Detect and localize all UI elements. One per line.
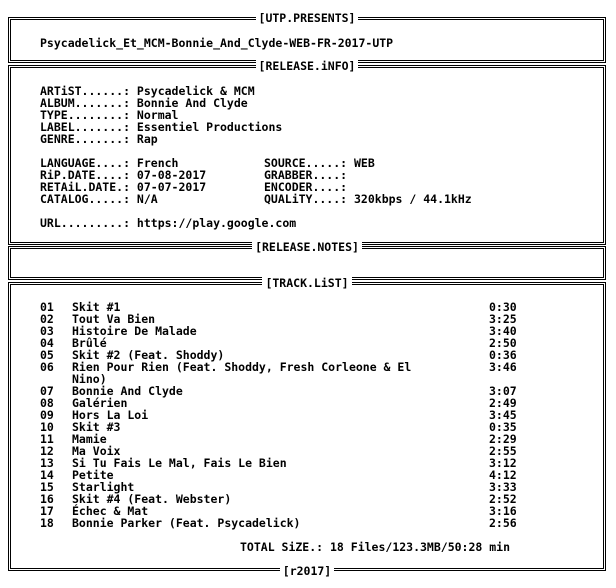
track-number: 08	[40, 396, 54, 410]
rip-date-line: RiP.DATE....: 07-08-2017	[40, 168, 207, 182]
track-number: 14	[40, 468, 54, 482]
presents-header: [UTP.PRESENTS]	[11, 12, 603, 24]
track-title: Brûlé	[72, 336, 107, 350]
track-title: Bonnie Parker (Feat. Psycadelick)	[72, 516, 301, 530]
track-duration: 2:56	[489, 516, 517, 530]
track-duration: 3:40	[489, 324, 517, 338]
notes-box	[8, 240, 606, 280]
source-line: SOURCE.....: WEB	[264, 156, 375, 170]
track-number: 02	[40, 312, 54, 326]
track-number: 04	[40, 336, 54, 350]
track-title: Histoire De Malade	[72, 324, 197, 338]
track-title: Bonnie And Clyde	[72, 384, 183, 398]
encoder-line: ENCODER....:	[264, 180, 348, 194]
track-number: 11	[40, 432, 54, 446]
language-line: LANGUAGE....: French	[40, 156, 179, 170]
footer-tag: [r2017]	[11, 565, 603, 577]
track-number: 15	[40, 480, 54, 494]
track-duration: 3:46	[489, 360, 517, 374]
track-number: 03	[40, 324, 54, 338]
track-duration: 3:33	[489, 480, 517, 494]
track-number: 01	[40, 300, 54, 314]
track-duration: 3:45	[489, 408, 517, 422]
track-title: Si Tu Fais Le Mal, Fais Le Bien	[72, 456, 287, 470]
label-line: LABEL.......: Essentiel Productions	[40, 120, 283, 134]
track-number: 18	[40, 516, 54, 530]
track-duration: 3:25	[489, 312, 517, 326]
track-title: Skit #2 (Feat. Shoddy)	[72, 348, 225, 362]
track-number: 13	[40, 456, 54, 470]
grabber-line: GRABBER....:	[264, 168, 348, 182]
total-size: TOTAL SiZE.: 18 Files/123.3MB/50:28 min	[240, 540, 511, 554]
album-line: ALBUM.......: Bonnie And Clyde	[40, 96, 248, 110]
notes-header: [RELEASE.NOTES]	[11, 241, 603, 253]
info-header: [RELEASE.iNFO]	[11, 60, 603, 72]
track-title: Skit #4 (Feat. Webster)	[72, 492, 232, 506]
track-number: 12	[40, 444, 54, 458]
release-name: Psycadelick_Et_MCM-Bonnie_And_Clyde-WEB-FR-2017-UTP	[40, 36, 394, 50]
track-title: Starlight	[72, 480, 135, 494]
track-duration: 3:07	[489, 384, 517, 398]
type-line: TYPE........: Normal	[40, 108, 179, 122]
info-box	[8, 59, 606, 245]
track-title: Tout Va Bien	[72, 312, 156, 326]
track-duration: 4:12	[489, 468, 517, 482]
track-number: 16	[40, 492, 54, 506]
track-duration: 0:30	[489, 300, 517, 314]
track-number: 09	[40, 408, 54, 422]
track-title: Échec & Mat	[72, 504, 149, 518]
track-number: 10	[40, 420, 54, 434]
track-number: 05	[40, 348, 54, 362]
track-duration: 3:12	[489, 456, 517, 470]
track-row	[11, 517, 603, 529]
url-line: URL.........: https://play.google.com	[40, 216, 297, 230]
track-number: 07	[40, 384, 54, 398]
track-title: Skit #1	[72, 300, 121, 314]
track-duration: 0:36	[489, 348, 517, 362]
quality-line: QUALiTY....: 320kbps / 44.1kHz	[264, 192, 472, 206]
track-duration: 0:35	[489, 420, 517, 434]
track-duration: 2:55	[489, 444, 517, 458]
track-title: Ma Voix	[72, 444, 121, 458]
track-title: Galérien	[72, 396, 128, 410]
track-number: 17	[40, 504, 54, 518]
tracklist-box	[8, 276, 606, 578]
track-number: 06	[40, 360, 54, 374]
track-title: Skit #3	[72, 420, 121, 434]
retail-date-line: RETAiL.DATE.: 07-07-2017	[40, 180, 207, 194]
track-duration: 2:29	[489, 432, 517, 446]
tracklist-header: [TRACK.LiST]	[11, 277, 603, 289]
track-title: Petite	[72, 468, 114, 482]
track-duration: 2:49	[489, 396, 517, 410]
track-title: Mamie	[72, 432, 107, 446]
genre-line: GENRE.......: Rap	[40, 132, 158, 146]
track-row	[11, 361, 603, 385]
presents-box	[8, 11, 606, 63]
artist-line: ARTiST......: Psycadelick & MCM	[40, 84, 255, 98]
track-title: Hors La Loi	[72, 408, 149, 422]
track-duration: 2:52	[489, 492, 517, 506]
track-duration: 3:16	[489, 504, 517, 518]
catalog-line: CATALOG.....: N/A	[40, 192, 158, 206]
track-title: Rien Pour Rien (Feat. Shoddy, Fresh Corleone & El Nino)	[72, 360, 412, 386]
track-duration: 2:50	[489, 336, 517, 350]
